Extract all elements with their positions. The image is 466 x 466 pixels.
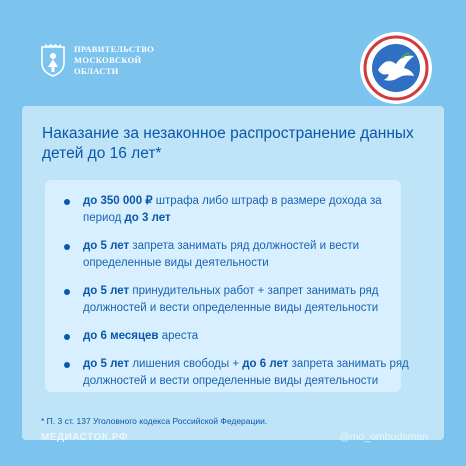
list-item xyxy=(64,356,410,390)
item-text: штрафа либо штраф в размере дохода за период xyxy=(83,195,382,224)
item-text: запрета занимать ряд должностей и вести определенные виды деятельности xyxy=(83,240,360,269)
list-item xyxy=(64,193,410,227)
item-bold: до 350 000 ₽ xyxy=(83,195,153,207)
item-bold: до 6 лет xyxy=(242,358,289,370)
list-item xyxy=(64,328,410,345)
bullet-icon xyxy=(64,334,70,340)
government-name xyxy=(74,44,154,77)
site-link[interactable]: МЕДИАСТОК.РФ xyxy=(41,432,128,443)
list-item xyxy=(64,283,410,317)
item-bold: до 5 лет xyxy=(83,358,130,370)
penalties-list xyxy=(64,193,410,401)
item-text: ареста xyxy=(158,330,199,342)
ombudsman-dove-emblem-icon xyxy=(360,32,432,104)
title-line2: детей до 16 лет* xyxy=(42,145,162,162)
bullet-icon xyxy=(64,244,70,250)
gov-name-line3: ОБЛАСТИ xyxy=(74,65,119,76)
bullet-icon xyxy=(64,289,70,295)
item-bold: до 6 месяцев xyxy=(83,330,159,342)
item-text: принудительных работ + запрет занимать ряд должностей и вести определенные виды деятельности xyxy=(83,285,379,314)
gov-name-line2: МОСКОВСКОЙ xyxy=(74,54,142,65)
item-bold: до 5 лет xyxy=(83,285,130,297)
item-bold: до 5 лет xyxy=(83,240,130,252)
item-text: запрета занимать ряд должностей и вести определенные виды деятельности xyxy=(83,358,409,387)
title-line1: Наказание за незаконное распространение данных xyxy=(42,125,414,142)
bullet-icon xyxy=(64,362,70,368)
item-text: лишения свободы + xyxy=(129,358,243,370)
moscow-region-coat-of-arms-icon xyxy=(38,42,68,78)
footnote: * П. 3 ст. 137 Уголовного кодекса Российской Федерации. xyxy=(41,416,268,426)
government-header xyxy=(38,42,154,78)
page-title xyxy=(42,124,422,164)
bullet-icon xyxy=(64,199,70,205)
social-handle[interactable]: @mo_ombudsman xyxy=(339,431,428,443)
gov-name-line1: ПРАВИТЕЛЬСТВО xyxy=(74,43,155,54)
list-item xyxy=(64,238,410,272)
item-bold: до 3 лет xyxy=(124,212,171,224)
